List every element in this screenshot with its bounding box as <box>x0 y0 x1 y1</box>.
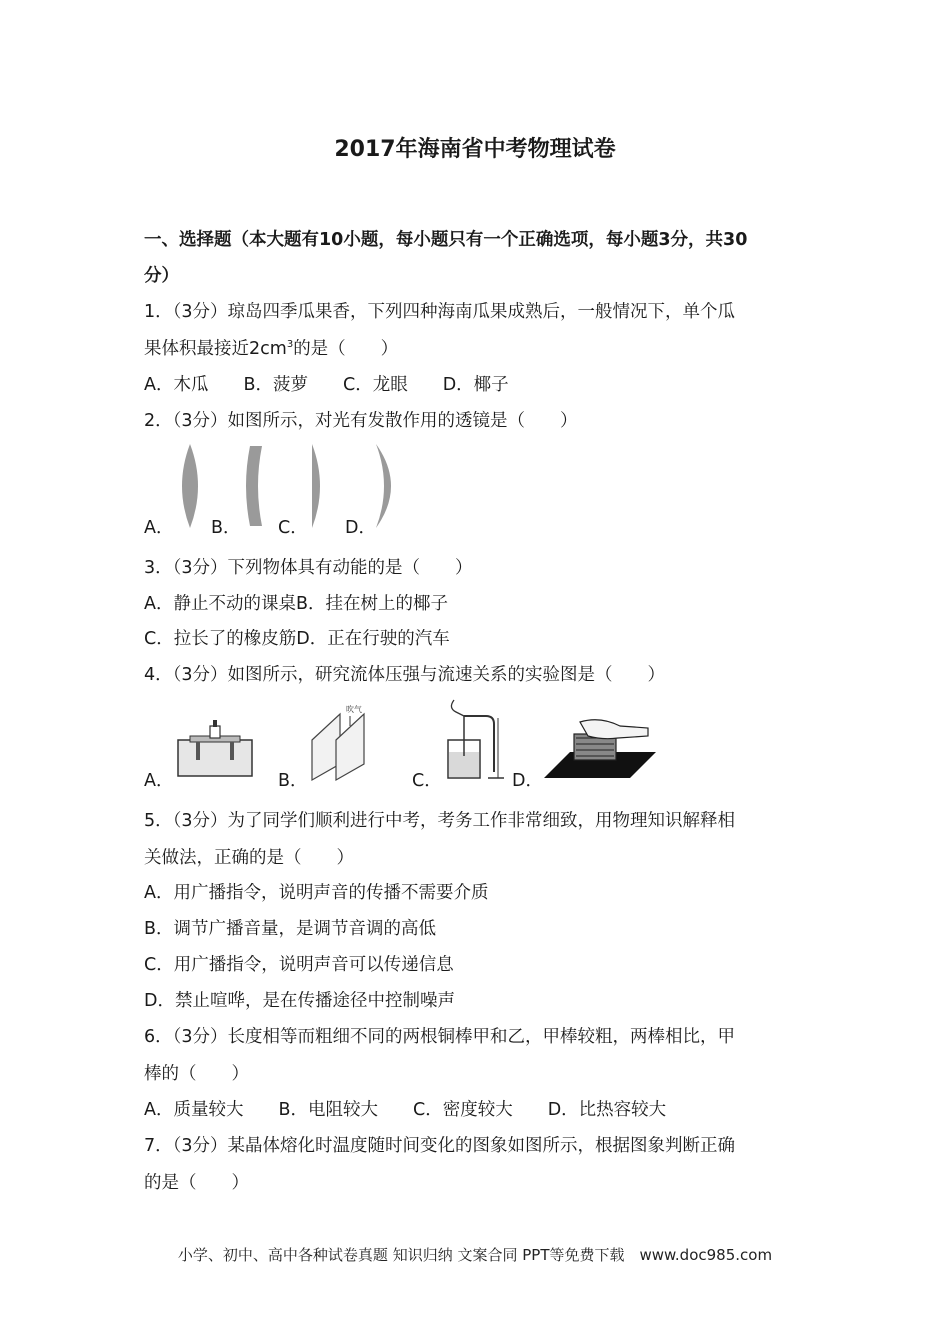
q7-stem-line2: 的是（ ） <box>144 1173 249 1193</box>
q6-stem-line1: 6．（3分）长度相等而粗细不同的两根铜棒甲和乙，甲棒较粗，两棒相比，甲 <box>144 1027 736 1047</box>
q4-label-d: D． <box>512 771 543 791</box>
meniscus-lens-icon <box>376 444 391 528</box>
q2-label-a: A． <box>144 518 174 538</box>
q7-stem-line1: 7．（3分）某晶体熔化时温度随时间变化的图象如图所示，根据图象判断正确 <box>144 1136 736 1156</box>
q1-stem-line1: 1．（3分）琼岛四季瓜果香，下列四种海南瓜果成熟后，一般情况下，单个瓜 <box>144 302 736 322</box>
q1-stem-post: 的是（ ） <box>293 339 399 359</box>
q5-option-a: A．用广播指令，说明声音的传播不需要介质 <box>144 883 489 903</box>
q5-option-b: B．调节广播音量，是调节音调的高低 <box>144 919 437 939</box>
q2-lens-figures <box>176 440 416 532</box>
q5-option-c: C．用广播指令，说明声音可以传递信息 <box>144 955 454 975</box>
q4-label-a: A． <box>144 771 174 791</box>
q6-stem-line2: 棒的（ ） <box>144 1064 249 1084</box>
q4-label-c: C． <box>412 771 442 791</box>
q2-label-b: B． <box>211 518 241 538</box>
plano-convex-lens-icon <box>312 444 320 528</box>
q5-option-d: D．禁止喧哗，是在传播途径中控制噪声 <box>144 991 455 1011</box>
q4-figure-b-label: 吹气 <box>346 705 362 714</box>
q2-stem: 2．（3分）如图所示，对光有发散作用的透镜是（ ） <box>144 411 578 431</box>
page-title: 2017年海南省中考物理试卷 <box>334 137 616 162</box>
concave-lens-icon <box>246 446 262 526</box>
q5-stem-line1: 5．（3分）为了同学们顺利进行中考，考务工作非常细致，用物理知识解释相 <box>144 811 736 831</box>
q3-options-ab: A．静止不动的课桌B．挂在树上的椰子 <box>144 594 448 614</box>
q1-stem-sup: 3 <box>286 339 294 351</box>
convex-lens-icon <box>182 444 198 528</box>
q2-label-c: C． <box>278 518 308 538</box>
q3-options-cd: C．拉长了的橡皮筋D．正在行驶的汽车 <box>144 629 450 649</box>
page-footer: 小学、初中、高中各种试卷真题 知识归纳 文案合同 PPT等免费下载 www.doc985.com <box>177 1246 773 1264</box>
q4-figure-a <box>176 718 256 780</box>
q4-figure-b <box>306 700 376 784</box>
q4-stem: 4．（3分）如图所示，研究流体压强与流速关系的实验图是（ ） <box>144 665 666 685</box>
q6-options: A．质量较大 B．电阻较大 C．密度较大 D．比热容较大 <box>144 1100 667 1120</box>
q1-stem-line2 <box>144 335 398 360</box>
section-heading-line2: 分） <box>144 266 179 286</box>
q1-stem-pre: 果体积最接近2cm <box>144 339 287 359</box>
q1-options: A．木瓜 B．菠萝 C．龙眼 D．椰子 <box>144 375 509 395</box>
q2-label-d: D． <box>345 518 376 538</box>
section-heading-line1: 一、选择题（本大题有10小题，每小题只有一个正确选项，每小题3分，共30 <box>144 230 748 250</box>
q4-figure-d <box>540 716 660 782</box>
q3-stem: 3．（3分）下列物体具有动能的是（ ） <box>144 558 473 578</box>
q5-stem-line2: 关做法，正确的是（ ） <box>144 848 354 868</box>
q4-figure-c <box>438 696 508 782</box>
q4-label-b: B． <box>278 771 308 791</box>
